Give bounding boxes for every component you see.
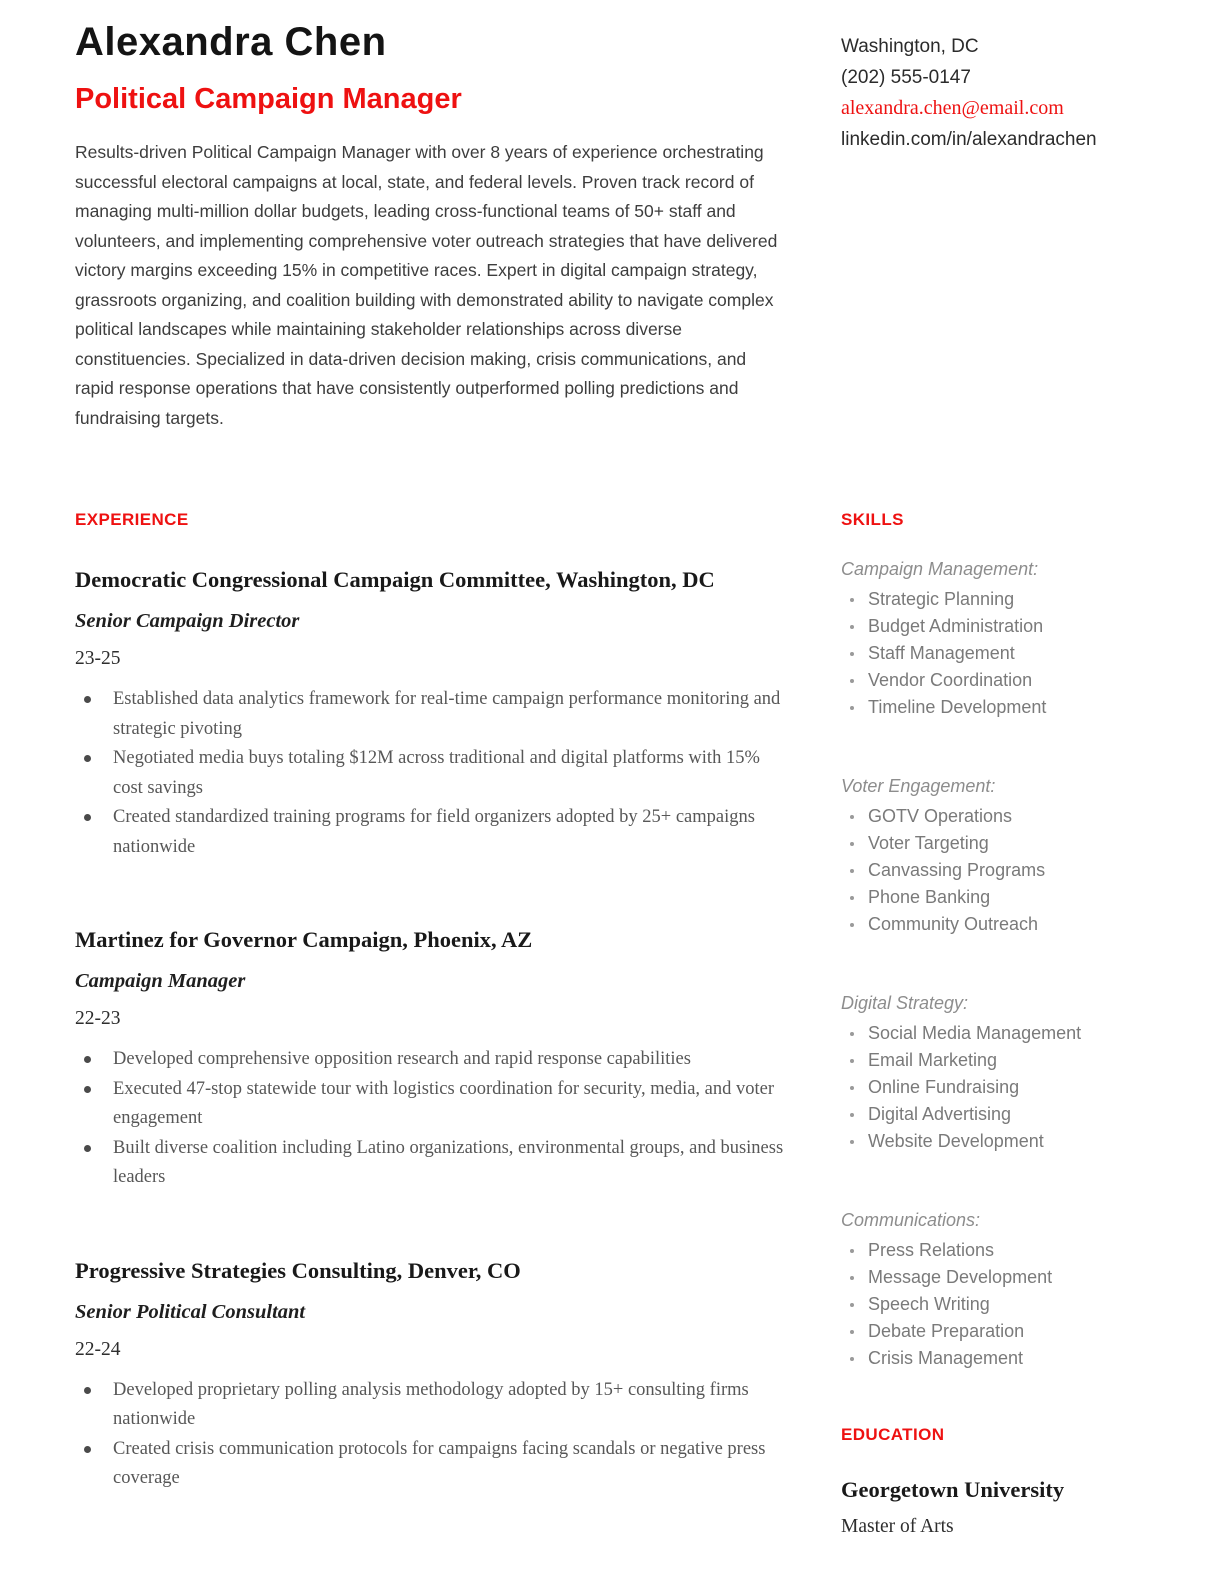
skill-item-text: Strategic Planning xyxy=(868,589,1015,609)
skill-item xyxy=(841,1047,1155,1074)
person-title: Political Campaign Manager xyxy=(75,83,462,115)
skill-group-label: Communications: xyxy=(841,1210,981,1230)
skill-item-text: Voter Targeting xyxy=(868,833,989,853)
skill-item-text: Crisis Management xyxy=(868,1348,1024,1368)
job-bullet xyxy=(75,1435,785,1494)
small-bullet-dot-icon xyxy=(850,1140,854,1144)
job-bullet-text: Created standardized training programs for field organizers adopted by 25+ campaigns nationwide xyxy=(113,807,755,857)
skill-group-label: Voter Engagement: xyxy=(841,776,996,796)
skill-item-text: Community Outreach xyxy=(868,914,1039,934)
skill-item xyxy=(841,586,1155,613)
contact-location: Washington, DC xyxy=(841,36,979,57)
skill-item xyxy=(841,1020,1155,1047)
small-bullet-dot-icon xyxy=(850,1357,854,1361)
small-bullet-dot-icon xyxy=(850,652,854,656)
small-bullet-dot-icon xyxy=(850,815,854,819)
job-bullet-text: Developed comprehensive opposition research and rapid response capabilities xyxy=(113,1049,691,1069)
job-role: Senior Political Consultant xyxy=(75,1300,306,1323)
skill-item-text: Staff Management xyxy=(868,643,1015,663)
small-bullet-dot-icon xyxy=(850,1330,854,1334)
skill-item-text: Timeline Development xyxy=(868,697,1047,717)
skill-item xyxy=(841,1128,1155,1155)
job-entry xyxy=(75,1247,785,1494)
small-bullet-dot-icon xyxy=(850,1276,854,1280)
job-entry xyxy=(75,556,785,862)
job-bullet-text: Built diverse coalition including Latino organizations, environmental groups, and business leaders xyxy=(113,1137,784,1187)
skill-item-text: Debate Preparation xyxy=(868,1321,1025,1341)
skill-item-text: Email Marketing xyxy=(868,1050,998,1070)
skill-item-text: Website Development xyxy=(868,1131,1044,1151)
job-dates: 23-25 xyxy=(75,648,121,669)
skill-group-label: Digital Strategy: xyxy=(841,993,969,1013)
skill-item-text: Vendor Coordination xyxy=(868,670,1033,690)
contact-phone: (202) 555-0147 xyxy=(841,66,971,88)
skill-item xyxy=(841,1345,1155,1372)
bullet-dot-icon xyxy=(84,696,91,703)
person-name: Alexandra Chen xyxy=(75,20,387,64)
experience-heading: EXPERIENCE xyxy=(75,510,189,529)
skill-list xyxy=(841,586,1155,721)
skill-list xyxy=(841,1237,1155,1372)
skill-item xyxy=(841,857,1155,884)
education-section xyxy=(841,1424,1155,1540)
bullet-dot-icon xyxy=(84,755,91,762)
bullet-dot-icon xyxy=(84,1446,91,1453)
job-role: Senior Campaign Director xyxy=(75,610,300,632)
education-degree: Master of Arts xyxy=(841,1516,954,1537)
skill-item xyxy=(841,1074,1155,1101)
job-bullet xyxy=(75,803,785,862)
skill-item xyxy=(841,1101,1155,1128)
skill-item xyxy=(841,830,1155,857)
skill-item xyxy=(841,1237,1155,1264)
skill-item-text: Speech Writing xyxy=(868,1294,990,1314)
small-bullet-dot-icon xyxy=(850,1303,854,1307)
skill-item xyxy=(841,911,1155,938)
job-bullet xyxy=(75,1075,785,1134)
skill-item-text: Budget Administration xyxy=(868,616,1044,636)
job-entry xyxy=(75,916,785,1193)
skill-item-text: Phone Banking xyxy=(868,887,991,907)
bullet-dot-icon xyxy=(84,1387,91,1394)
skill-item xyxy=(841,884,1155,911)
skill-item xyxy=(841,1264,1155,1291)
skill-item-text: Press Relations xyxy=(868,1240,995,1260)
job-role: Campaign Manager xyxy=(75,970,246,992)
bullet-dot-icon xyxy=(84,1056,91,1063)
job-dates: 22-23 xyxy=(75,1008,121,1029)
skill-list xyxy=(841,1020,1155,1155)
skill-item-text: Message Development xyxy=(868,1267,1053,1287)
job-bullet-list xyxy=(75,685,785,862)
small-bullet-dot-icon xyxy=(850,842,854,846)
contact-linkedin: linkedin.com/in/alexandrachen xyxy=(841,128,1097,150)
summary-paragraph: Results-driven Political Campaign Manager with over 8 years of experience orchestrating successful electoral campaigns at local, state, and federal levels. Proven track record of managing multi-million dollar budgets, leading cross-functional teams of 50+ staff and volunteers, and implementing comprehensive voter outreach strategies that have delivered victory margins exceeding 15% in competitive races. Expert in digital campaign strategy, grassroots organizing, and coalition building with demonstrated ability to navigate complex political landscapes while maintaining stakeholder relationships across diverse constituencies. Specialized in data-driven decision making, crisis communications, and rapid response operations that have consistently outperformed polling predictions and fundraising targets. xyxy=(75,142,778,428)
bullet-dot-icon xyxy=(84,1145,91,1152)
job-bullet xyxy=(75,744,785,803)
skill-item xyxy=(841,640,1155,667)
small-bullet-dot-icon xyxy=(850,1086,854,1090)
skill-group-label: Campaign Management: xyxy=(841,559,1039,579)
small-bullet-dot-icon xyxy=(850,598,854,602)
skill-group xyxy=(841,990,1155,1155)
job-bullet xyxy=(75,1045,785,1075)
skills-section xyxy=(841,509,1155,1372)
skill-item-text: GOTV Operations xyxy=(868,806,1013,826)
job-company: Democratic Congressional Campaign Committee, Washington, DC xyxy=(75,567,715,592)
job-bullet-list xyxy=(75,1045,785,1193)
experience-section xyxy=(75,509,785,1548)
skill-list xyxy=(841,803,1155,938)
skill-item xyxy=(841,803,1155,830)
bullet-dot-icon xyxy=(84,1086,91,1093)
small-bullet-dot-icon xyxy=(850,923,854,927)
header-main xyxy=(75,18,785,433)
skill-item xyxy=(841,694,1155,721)
small-bullet-dot-icon xyxy=(850,1032,854,1036)
small-bullet-dot-icon xyxy=(850,706,854,710)
skill-group xyxy=(841,556,1155,721)
skill-group xyxy=(841,773,1155,938)
job-company: Progressive Strategies Consulting, Denver, CO xyxy=(75,1257,521,1283)
skill-item xyxy=(841,1291,1155,1318)
job-dates: 22-24 xyxy=(75,1338,121,1360)
job-bullet-text: Executed 47-stop statewide tour with logistics coordination for security, media, and voter engagement xyxy=(113,1078,775,1128)
body-row xyxy=(75,509,1155,1548)
skill-item-text: Social Media Management xyxy=(868,1023,1082,1043)
job-bullet xyxy=(75,1134,785,1193)
small-bullet-dot-icon xyxy=(850,679,854,683)
skill-item-text: Online Fundraising xyxy=(868,1077,1020,1097)
job-company: Martinez for Governor Campaign, Phoenix, AZ xyxy=(75,927,533,952)
job-bullet-text: Negotiated media buys totaling $12M across traditional and digital platforms with 15% cost savings xyxy=(113,748,760,798)
bullet-dot-icon xyxy=(84,814,91,821)
header-row xyxy=(75,18,1155,433)
job-bullet xyxy=(75,685,785,744)
small-bullet-dot-icon xyxy=(850,896,854,900)
skill-item xyxy=(841,667,1155,694)
job-bullet-text: Developed proprietary polling analysis methodology adopted by 15+ consulting firms nationwide xyxy=(113,1379,749,1429)
job-bullet-list xyxy=(75,1376,785,1494)
small-bullet-dot-icon xyxy=(850,1113,854,1117)
small-bullet-dot-icon xyxy=(850,625,854,629)
contact-block xyxy=(841,18,1155,155)
skill-item xyxy=(841,1318,1155,1345)
small-bullet-dot-icon xyxy=(850,1249,854,1253)
job-bullet-text: Created crisis communication protocols for campaigns facing scandals or negative press coverage xyxy=(113,1438,766,1488)
skill-group xyxy=(841,1207,1155,1372)
skill-item-text: Digital Advertising xyxy=(868,1104,1012,1124)
education-heading: EDUCATION xyxy=(841,1425,945,1444)
skill-item-text: Canvassing Programs xyxy=(868,860,1046,880)
skill-item xyxy=(841,613,1155,640)
contact-email-link[interactable]: alexandra.chen@email.com xyxy=(841,97,1064,119)
small-bullet-dot-icon xyxy=(850,1059,854,1063)
job-bullet-text: Established data analytics framework for real-time campaign performance monitoring and strategic pivoting xyxy=(113,689,781,739)
sidebar-column xyxy=(841,509,1155,1540)
skills-heading: SKILLS xyxy=(841,510,904,529)
education-school: Georgetown University xyxy=(841,1477,1065,1502)
job-bullet xyxy=(75,1376,785,1435)
small-bullet-dot-icon xyxy=(850,869,854,873)
